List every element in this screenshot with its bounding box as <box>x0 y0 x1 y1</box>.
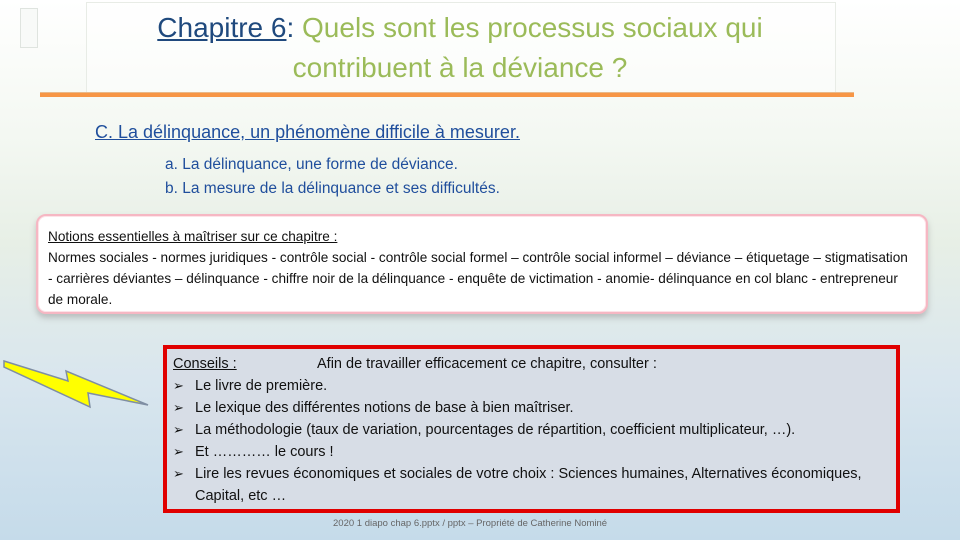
list-item <box>173 375 890 397</box>
chapter-label: Chapitre 6 <box>157 12 287 43</box>
footer-credit: 2020 1 diapo chap 6.pptx / pptx – Propriété de Catherine Nominé <box>333 518 608 529</box>
title-underline-rule <box>40 92 854 97</box>
notions-box <box>36 214 928 314</box>
title-line-2: contribuent à la déviance ? <box>292 52 628 83</box>
slide-title <box>86 8 834 88</box>
conseils-intro: Afin de travailler efficacement ce chapitre, consulter : <box>317 356 657 372</box>
arrow-bullet-icon: ➢ <box>173 400 184 415</box>
title-line-1: Quels sont les processus sociaux qui <box>294 12 763 43</box>
list-item-text: Et ………… le cours ! <box>195 444 334 460</box>
list-item <box>173 441 890 463</box>
conseils-list <box>173 375 890 507</box>
list-item <box>173 463 890 507</box>
list-item-text: Le lexique des différentes notions de base à bien maîtriser. <box>195 400 574 416</box>
notions-heading: Notions essentielles à maîtriser sur ce chapitre : <box>48 229 338 244</box>
list-item-text: Le livre de première. <box>195 378 328 394</box>
arrow-bullet-icon: ➢ <box>173 378 184 393</box>
arrow-bullet-icon: ➢ <box>173 422 184 437</box>
corner-frame <box>20 8 38 48</box>
subsection-a: a. La délinquance, une forme de déviance. <box>165 156 458 173</box>
arrow-bullet-icon: ➢ <box>173 466 184 481</box>
list-item <box>173 419 890 441</box>
list-item-text: Lire les revues économiques et sociales de votre choix : Sciences humaines, Alternatives économiques, Capital, etc … <box>195 466 862 504</box>
subsection-b: b. La mesure de la délinquance et ses difficultés. <box>165 180 500 197</box>
list-item-text: La méthodologie (taux de variation, pourcentages de répartition, coefficient multiplicateur, …). <box>195 422 796 438</box>
section-heading: C. La délinquance, un phénomène difficile à mesurer. <box>95 122 520 142</box>
conseils-label: Conseils : <box>173 356 237 372</box>
list-item <box>173 397 890 419</box>
notions-body: Normes sociales - normes juridiques - contrôle social - contrôle social formel – contrôle social informel – déviance – étiquetage – stigmatisation - carrières déviantes – délinquance - chiffre noir de la délinquance - enquête de victimation - anomie- délinquance en col blanc - entrepreneur de morale. <box>48 250 908 307</box>
lightning-bolt-icon <box>0 345 150 430</box>
arrow-bullet-icon: ➢ <box>173 444 184 459</box>
conseils-box <box>163 345 900 513</box>
title-colon: : <box>286 12 295 43</box>
